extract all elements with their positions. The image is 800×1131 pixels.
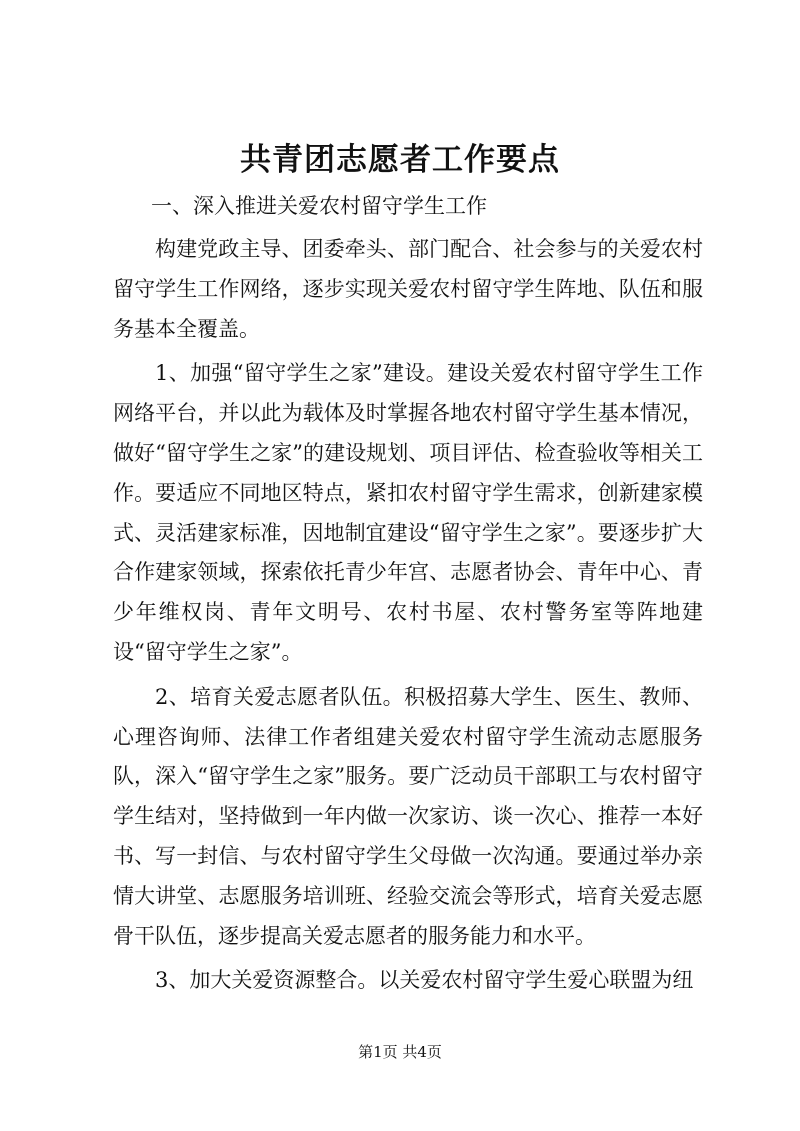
paragraph-item-3: 3、加大关爱资源整合。以关爱农村留守学生爱心联盟为纽	[155, 968, 694, 993]
document-title: 共青团志愿者工作要点	[240, 142, 560, 178]
paragraph-item-2: 2、培育关爱志愿者队伍。积极招募大学生、医生、教师、心理咨询师、法律工作者组建关爱农村留守学生流动志愿服务队，深入“留守学生之家”服务。要广泛动员干部职工与农村留守学生结对，坚持做到一年内做一次家访、谈一次心、推荐一本好书、写一封信、与农村留守学生父母做一次沟通。要通过举办亲情大讲堂、志愿服务培训班、经验交流会等形式，培育关爱志愿骨干队伍，逐步提高关爱志愿者的服务能力和水平。	[113, 684, 703, 948]
section-heading: 一、深入推进关爱农村留守学生工作	[151, 194, 487, 218]
paragraph-intro: 构建党政主导、团委牵头、部门配合、社会参与的关爱农村留守学生工作网络，逐步实现关爱农村留守学生阵地、队伍和服务基本全覆盖。	[113, 237, 703, 341]
paragraph-item-1: 1、加强“留守学生之家”建设。建设关爱农村留守学生工作网络平台，并以此为载体及时掌握各地农村留守学生基本情况，做好“留守学生之家”的建设规划、项目评估、检查验收等相关工作。要适应不同地区特点，紧扣农村留守学生需求，创新建家模式、灵活建家标准，因地制宜建设“留守学生之家”。要逐步扩大合作建家领域，探索依托青少年宫、志愿者协会、青年中心、青少年维权岗、青年文明号、农村书屋、农村警务室等阵地建设“留守学生之家”。	[113, 361, 703, 664]
document-body	[113, 230, 703, 1001]
page-footer: 第1页 共4页	[358, 1043, 442, 1061]
